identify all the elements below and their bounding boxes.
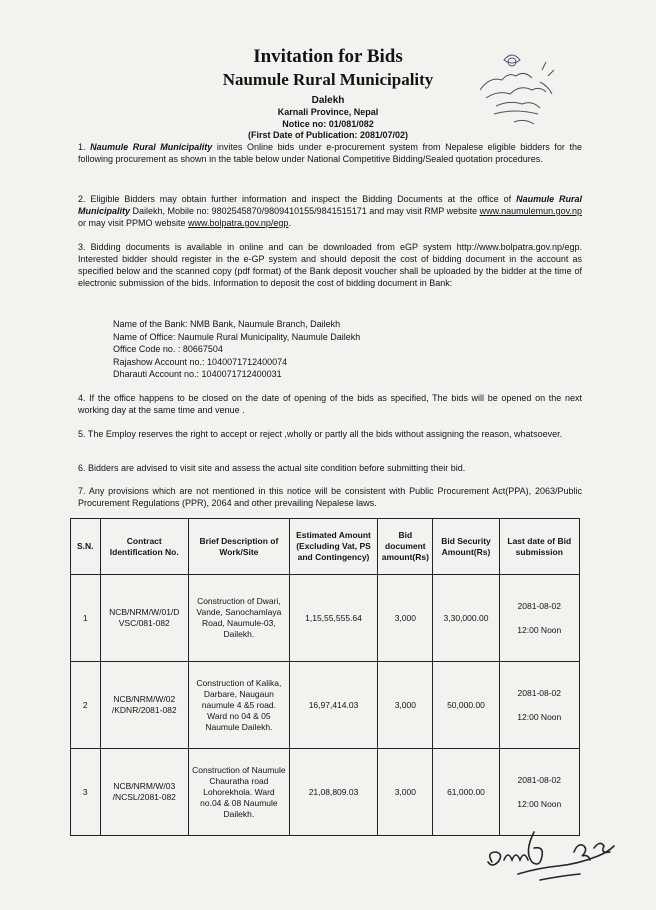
row-contract-id: NCB/NRM/W/03 /NCSL/2081-082: [100, 749, 189, 836]
table-header-row: [71, 519, 580, 575]
header-last-date: Last date of Bid submission: [499, 519, 579, 575]
row-date: 2081-08-02: [517, 774, 562, 785]
row-time: 12:00 Noon: [517, 624, 562, 635]
paragraph-2-text-b: Dailekh, Mobile no: 9802545870/9809410155/9841515171 and may visit RMP website: [130, 206, 480, 216]
dharauti-account: Dharauti Account no.: 1040071712400031: [113, 369, 282, 379]
row-document-amount: 3,000: [378, 662, 433, 749]
row-description: Construction of Kalika, Darbare, Naugaun naumule 4 &5 road. Ward no 04 & 05 Naumule Dailekh.: [189, 662, 290, 749]
header-bid-document-amount: Bid document amount(Rs): [378, 519, 433, 575]
header-bid-security: Bid Security Amount(Rs): [433, 519, 499, 575]
organization-name: Naumule Rural Municipality: [222, 70, 434, 89]
paragraph-2: [78, 193, 582, 229]
header-contract-id: Contract Identification No.: [100, 519, 189, 575]
paragraph-5: 5. The Employ reserves the right to accept or reject ,wholly or partly all the bids without assigning the reason, whatsoever.: [78, 429, 563, 439]
rajashow-account: Rajashow Account no.: 1040071712400074: [113, 356, 288, 367]
bids-table: [70, 518, 580, 836]
paragraph-1: [78, 141, 582, 165]
row-last-date: [499, 662, 579, 749]
row-document-amount: 3,000: [378, 749, 433, 836]
paragraph-6: 6. Bidders are advised to visit site and assess the actual site condition before submitting their bid.: [78, 463, 466, 473]
office-code: Office Code no. : 80667504: [113, 344, 223, 354]
row-contract-id: NCB/NRM/W/02 /KDNR/2081-082: [100, 662, 189, 749]
row-document-amount: 3,000: [378, 575, 433, 662]
row-contract-id: NCB/NRM/W/01/D VSC/081-082: [100, 575, 189, 662]
row-last-date: [499, 575, 579, 662]
row-time: 12:00 Noon: [517, 798, 562, 809]
paragraph-2-text-d: .: [288, 218, 291, 228]
notice-number: Notice no: 01/081/082: [282, 118, 374, 129]
row-date: 2081-08-02: [517, 600, 562, 611]
district-line: Dalekh: [311, 95, 345, 106]
paragraph-2-org: Naumule Rural Municipality: [78, 194, 582, 216]
header-estimated-amount: Estimated Amount (Excluding Vat, PS and Contingency): [289, 519, 378, 575]
municipality-seal-stamp: [466, 46, 566, 134]
office-name: Name of Office: Naumule Rural Municipality, Naumule Dailekh: [113, 331, 361, 342]
bank-name: Name of the Bank: NMB Bank, Naumule Branch, Dailekh: [113, 319, 341, 329]
paragraph-1-text: invites Online bids under e-procurement system from Nepalese eligible bidders for the following procurement as shown in the table below under National Competitive Bidding/Sealed quotation procedures.: [78, 142, 582, 164]
publication-date: (First Date of Publication: 2081/07/02): [247, 130, 409, 140]
row-time: 12:00 Noon: [517, 711, 562, 722]
province-line: Karnali Province, Nepal: [277, 107, 379, 117]
paragraph-4: 4. If the office happens to be closed on the date of opening of the bids as specified, The bids will be opened on the next working day at the same time and venue .: [78, 393, 582, 415]
paragraph-2-text-a: 2. Eligible Bidders may obtain further information and inspect the Bidding Documents at the office of: [78, 194, 517, 204]
bank-details: [113, 318, 360, 381]
rmp-website-link[interactable]: www.naumulemun.gov.np: [479, 206, 582, 216]
row-sn: 3: [71, 749, 101, 836]
row-security-amount: 61,000.00: [433, 749, 499, 836]
ppmo-website-link[interactable]: www.bolpatra.gov.np/egp: [188, 218, 289, 228]
row-estimated-amount: 21,08,809.03: [289, 749, 378, 836]
paragraph-7: 7. Any provisions which are not mentioned in this notice will be consistent with Public Procurement Act(PPA), 2063/Public Procurement Regulations (PPR), 2064 and other prevailing Nepalese laws.: [78, 486, 582, 508]
table-row: [71, 662, 580, 749]
row-sn: 2: [71, 662, 101, 749]
paragraph-2-text-c: or may visit PPMO website: [78, 218, 189, 228]
row-description: Construction of Naumule Chauratha road Lohorekhola. Ward no.04 & 08 Naumule Dailekh.: [189, 749, 290, 836]
paragraph-1-org: Naumule Rural Municipality: [90, 142, 213, 152]
header-sn: S.N.: [71, 519, 101, 575]
header-description: Brief Description of Work/Site: [189, 519, 290, 575]
paragraph-3: 3. Bidding documents is available in online and can be downloaded from eGP system http://www.bolpatra.gov.np/egp. Interested bidder should register in the e-GP system and should deposit the cost of bidding document in the account as specified below and the scanned copy (pdf format) of the Bank deposit voucher shall be uploaded by the bidder at the time of electronic submission of the bids. Information to deposit the cost of bidding document in Bank:: [78, 242, 582, 288]
row-description: Construction of Dwari, Vande, Sanochamlaya Road, Naumule-03, Dailekh.: [189, 575, 290, 662]
row-estimated-amount: 16,97,414.03: [289, 662, 378, 749]
row-security-amount: 3,30,000.00: [433, 575, 499, 662]
table-row: [71, 575, 580, 662]
notice-title: Invitation for Bids: [253, 46, 403, 67]
handwritten-signature: [478, 822, 628, 892]
row-security-amount: 50,000.00: [433, 662, 499, 749]
row-estimated-amount: 1,15,55,555.64: [289, 575, 378, 662]
paragraph-1-number: 1.: [78, 142, 86, 152]
row-sn: 1: [71, 575, 101, 662]
row-date: 2081-08-02: [517, 687, 562, 698]
